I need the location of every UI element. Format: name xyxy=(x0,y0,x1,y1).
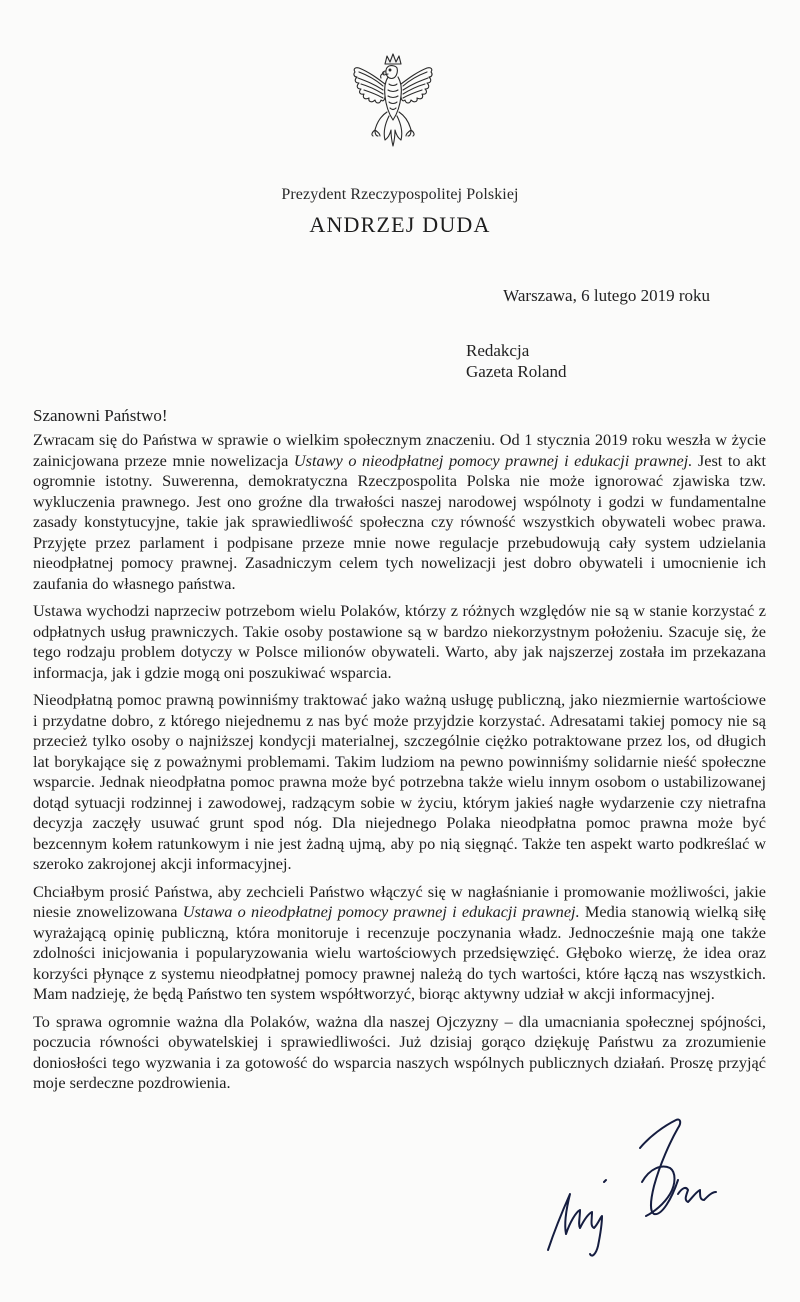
paragraph: To sprawa ogromnie ważna dla Polaków, ważna dla naszej Ojczyzny – dla umacniania społecznej spójności, poczucia równości obywatelskiej i sprawiedliwości. Już dzisiaj gorąco dziękuję Państwu za zrozumienie doniosłości tego wyzwania i za gotowość do wsparcia naszych wspólnych publicznych działań. Proszę przyjąć moje serdeczne pozdrowienia. xyxy=(33,1011,766,1092)
paragraph: Nieodpłatną pomoc prawną powinniśmy traktować jako ważną usługę publiczną, jako niezmiernie wartościowe i przydatne dobro, z którego niejednemu z nas być może przyjdzie korzystać. Adresatami takiej pomocy nie są przecież tylko osoby o najniższej kondycji materialnej, szczególnie ciężko potraktowane przez los, od długich lat borykające się z poważnymi problemami. Takim ludziom na pewno powinniśmy solidarnie nieść społeczne wsparcie. Jednak nieodpłatna pomoc prawna może być potrzebna także wielu innym osobom o ustabilizowanej dotąd sytuacji rodzinnej i zawodowej, radzącym sobie w życiu, którym jakieś nagłe wydarzenie czy nietrafna decyzja zaczęły usuwać grunt spod nóg. Dla niejednego Polaka nieodpłatna pomoc prawna może być bezcennym kołem ratunkowym i nie jest żadną ujmą, aby po nią sięgnąć. Także ten aspekt warto podkreślać w szeroko zakrojonej akcji informacyjnej. xyxy=(33,690,766,873)
dateline: Warszawa, 6 lutego 2019 roku xyxy=(503,286,710,305)
paragraph: Zwracam się do Państwa w sprawie o wielkim społecznym znaczeniu. Od 1 stycznia 2019 roku weszła w życie zainicjowana przeze mnie nowelizacja Ustawy o nieodpłatnej pomocy prawnej i edukacji prawnej. Jest to akt ogromnie istotny. Suwerenna, demokratyczna Rzeczpospolita Polska nie może ignorować zjawiska tzw. wykluczenia prawnego. Jest ono groźne dla trwałości naszej narodowej wspólnoty i godzi w fundamentalne zasady konstytucyjne, takie jak sprawiedliwość społeczna czy równość wszystkich obywateli wobec prawa. Przyjęte przez parlament i podpisane przeze mnie nowe regulacje przebudowują cały system udzielania nieodpłatnej pomocy prawnej. Zasadniczym celem tych nowelizacji jest dobro obywateli i umocnienie ich zaufania do własnego państwa. xyxy=(33,430,766,593)
recipient-block xyxy=(466,340,567,382)
paragraph: Ustawa wychodzi naprzeciw potrzebom wielu Polaków, którzy z różnych względów nie są w stanie korzystać z odpłatnych usług prawniczych. Takie osoby postawione są w bardzo niekorzystnym położeniu. Szacuje się, że tego rodzaju problem dotyczy w Polsce milionów obywateli. Warto, aby jak najszerzej została im przekazana informacja, jak i gdzie mogą oni poszukiwać wsparcia. xyxy=(33,601,766,682)
letter-body xyxy=(33,430,766,1101)
white-eagle-emblem-icon xyxy=(345,50,441,166)
recipient-line-2: Gazeta Roland xyxy=(466,362,567,381)
salutation: Szanowni Państwo! xyxy=(33,406,168,425)
handwritten-signature-icon xyxy=(530,1112,730,1282)
paragraph: Chciałbym prosić Państwa, aby zechcieli Państwo włączyć się w nagłaśnianie i promowanie możliwości, jakie niesie znowelizowana Ustawa o nieodpłatnej pomocy prawnej i edukacji prawnej. Media stanowią wielką siłę wyrażającą opinię publiczną, która monitoruje i recenzuje poczynania władz. Jednocześnie mają one także zdolności inicjowania i popularyzowania wielu wartościowych przedsięwzięć. Głęboko wierzę, że idea oraz korzyści płynące z systemu nieodpłatnej pomocy prawnej należą do tych wartości, które łączą nas wszystkich. Mam nadzieję, że będą Państwo ten system współtworzyć, biorąc aktywny udział w akcji informacyjnej. xyxy=(33,881,767,1003)
letterhead-office: Prezydent Rzeczypospolitej Polskiej xyxy=(281,186,519,203)
recipient-line-1: Redakcja xyxy=(466,341,530,360)
letterhead-name: ANDRZEJ DUDA xyxy=(309,212,491,237)
